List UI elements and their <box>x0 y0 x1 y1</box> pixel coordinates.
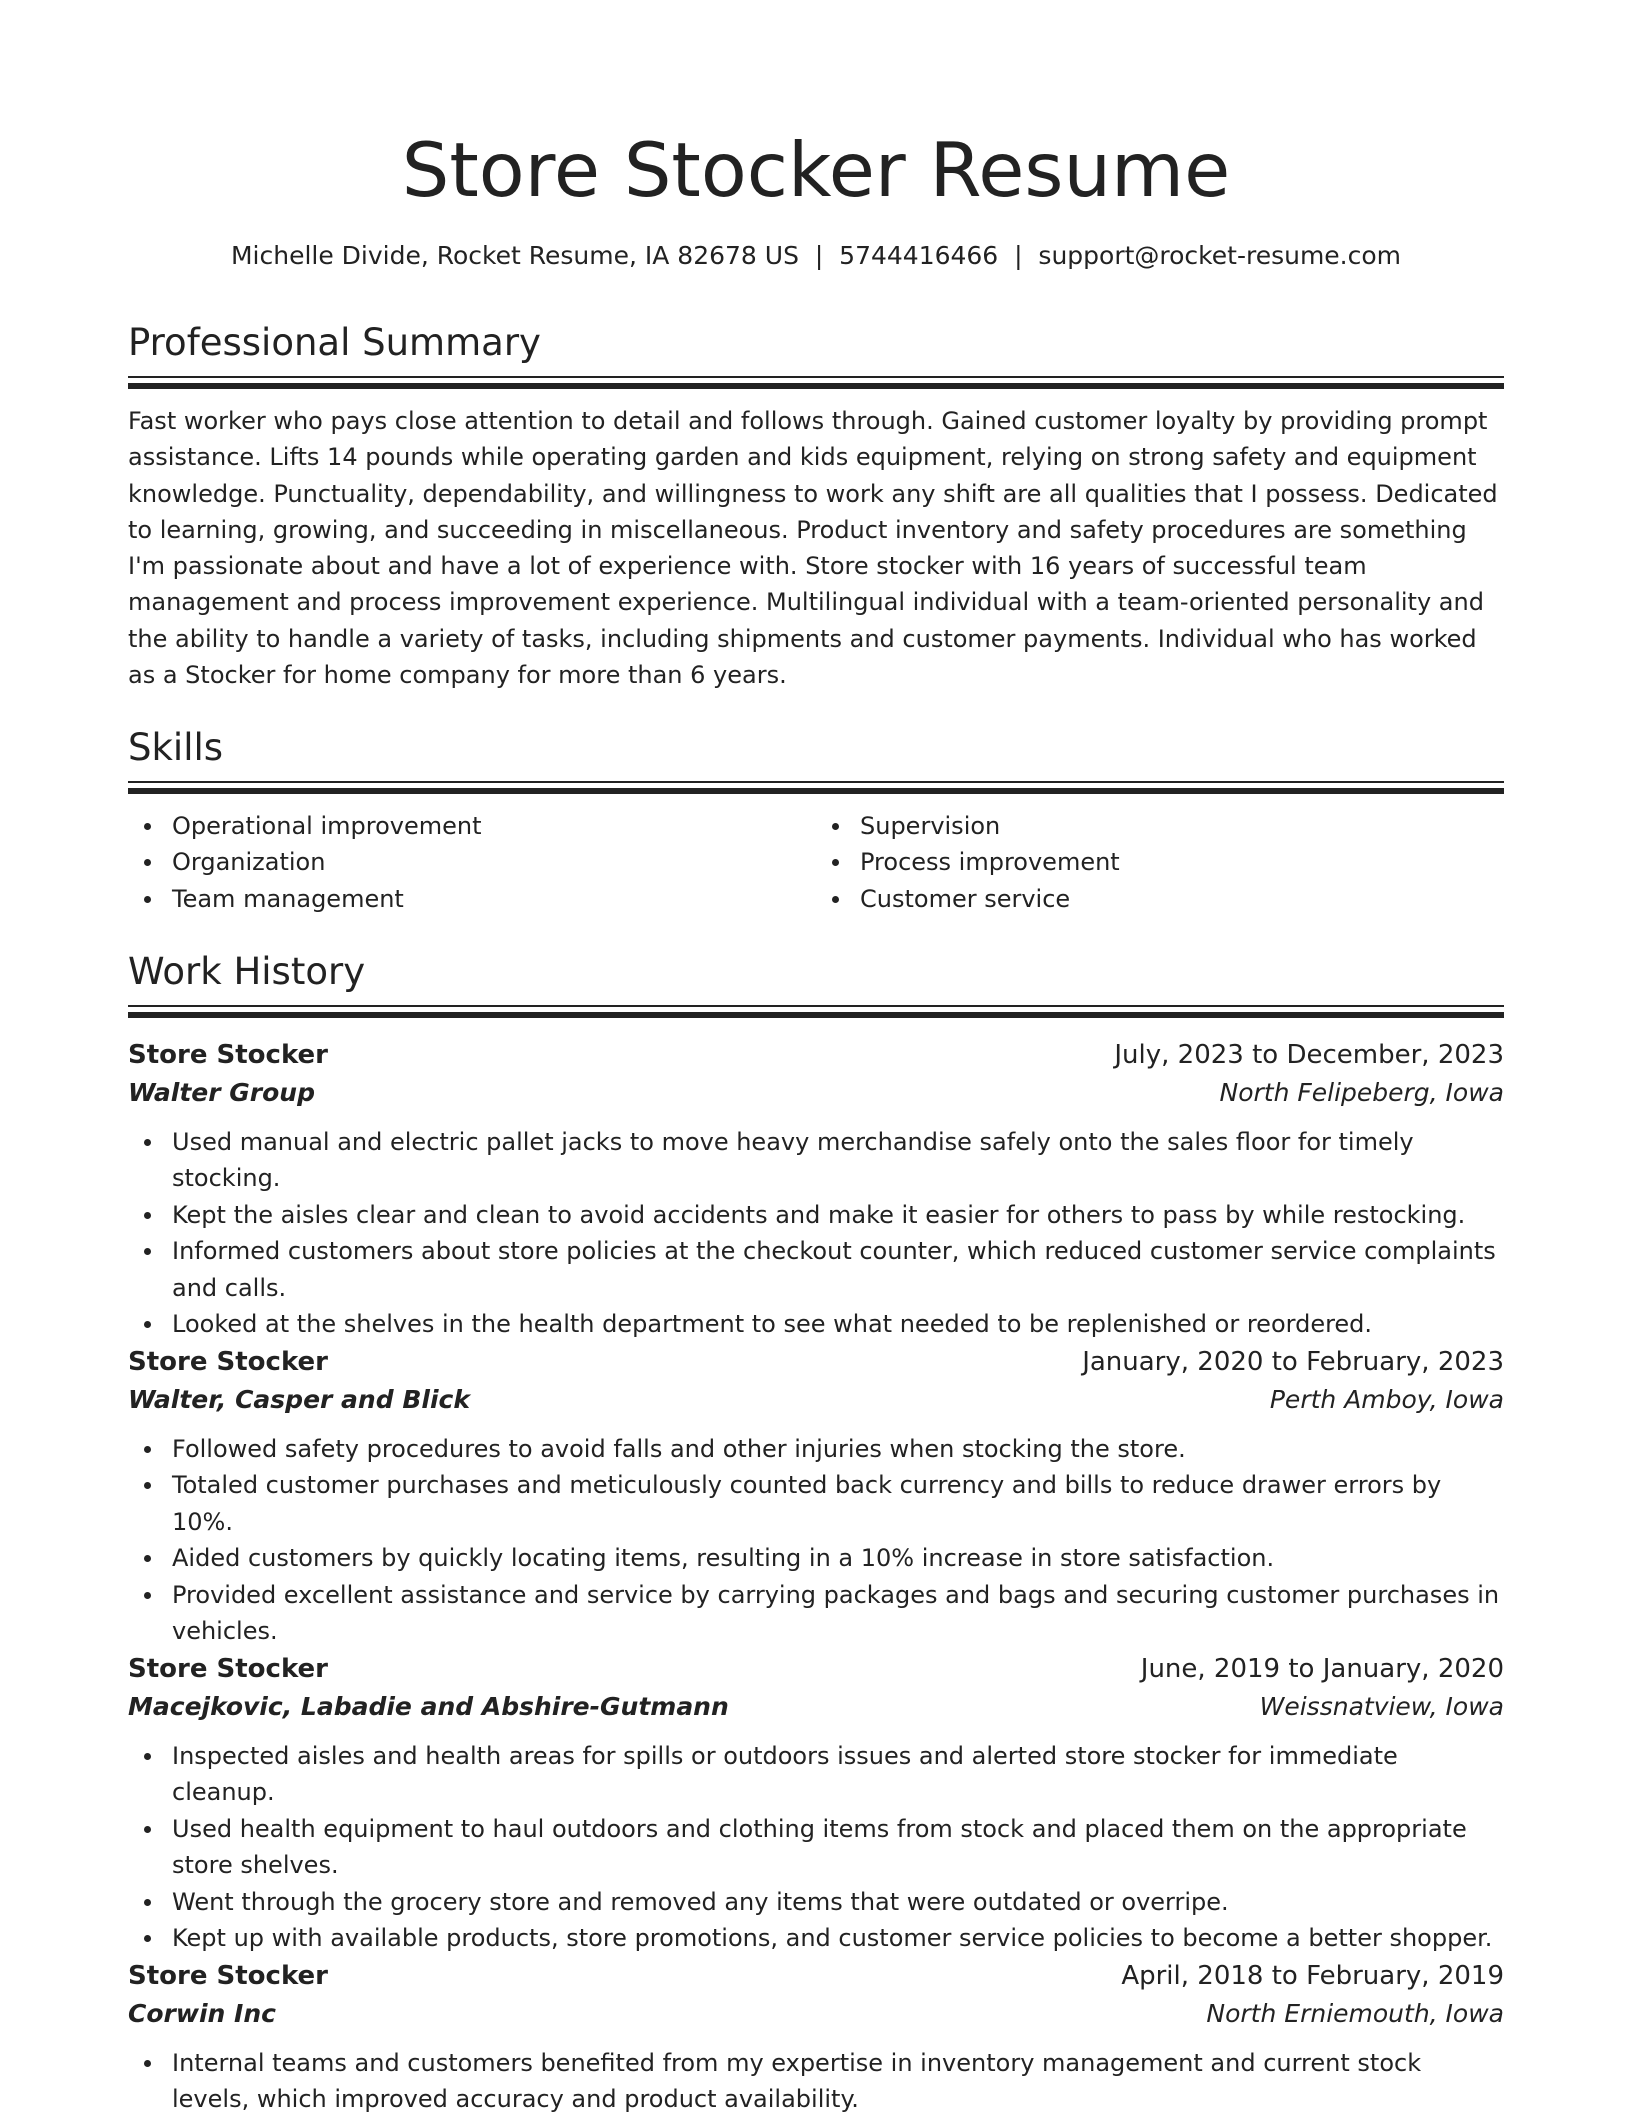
section-heading-summary: Professional Summary <box>128 321 541 364</box>
contact-line: Michelle Divide, Rocket Resume, IA 82678 US | 5744416466 | support@rocket-resume.com <box>230 241 1402 270</box>
job-bullet: Followed safety procedures to avoid falls and other injuries when stocking the store. <box>128 1431 1504 1467</box>
job-bullets <box>128 1738 1504 1956</box>
job-company: Macejkovic, Labadie and Abshire-Gutmann <box>128 1692 729 1721</box>
job-dates: April, 2018 to February, 2019 <box>1121 1961 1504 1991</box>
job-title: Store Stocker <box>128 1961 329 1991</box>
job-title: Store Stocker <box>128 1347 329 1377</box>
job-company: Walter Group <box>128 1078 315 1107</box>
section-divider <box>128 376 1504 389</box>
skills-list <box>128 808 1504 917</box>
job-bullet: Used health equipment to haul outdoors and clothing items from stock and placed them on the appropriate store shelves. <box>128 1811 1504 1884</box>
summary-text: Fast worker who pays close attention to detail and follows through. Gained customer loyalty by providing prompt assistance. Lifts 14 pounds while operating garden and kids equipment, relying on strong safety and equipment knowledge. Punctuality, dependability, and willingness to work any shift are all qualities that I possess. Dedicated to learning, growing, and succeeding in miscellaneous. Product inventory and safety procedures are something I'm passionate about and have a lot of experience with. Store stocker with 16 years of successful team management and process improvement experience. Multilingual individual with a team-oriented personality and the ability to handle a variety of tasks, including shipments and customer payments. Individual who has worked as a Stocker for home company for more than 6 years. <box>128 407 1498 690</box>
job-bullet: Kept up with available products, store promotions, and customer service policies to become a better shopper. <box>128 1920 1504 1956</box>
professional-summary-section <box>128 318 1504 693</box>
job-bullet: Informed customers about store policies at the checkout counter, which reduced customer service complaints and calls. <box>128 1233 1504 1306</box>
skills-column-left <box>128 808 816 917</box>
job-location: Weissnatview, Iowa <box>1259 1692 1504 1721</box>
job-dates: July, 2023 to December, 2023 <box>1114 1040 1504 1070</box>
job-bullet: Aided customers by quickly locating items, resulting in a 10% increase in store satisfaction. <box>128 1540 1504 1576</box>
job-company: Walter, Casper and Blick <box>128 1385 470 1414</box>
skills-column-right <box>816 808 1504 917</box>
job-title: Store Stocker <box>128 1040 329 1070</box>
job-entry <box>128 1036 1504 1342</box>
section-divider <box>128 781 1504 794</box>
job-entry <box>128 1343 1504 1649</box>
job-dates: June, 2019 to January, 2020 <box>1140 1654 1504 1684</box>
job-bullet: Used manual and electric pallet jacks to move heavy merchandise safely onto the sales floor for timely stocking. <box>128 1124 1504 1197</box>
job-bullets <box>128 1431 1504 1649</box>
job-bullet: Totaled customer purchases and meticulously counted back currency and bills to reduce drawer errors by 10%. <box>128 1467 1504 1540</box>
job-bullet: Looked at the shelves in the health department to see what needed to be replenished or reordered. <box>128 1306 1504 1342</box>
job-bullet: Kept the aisles clear and clean to avoid accidents and make it easier for others to pass by while restocking. <box>128 1197 1504 1233</box>
job-company: Corwin Inc <box>128 1999 276 2028</box>
job-bullets <box>128 2045 1504 2112</box>
job-location: North Felipeberg, Iowa <box>1219 1078 1504 1107</box>
work-history-section <box>128 947 1504 1018</box>
section-divider <box>128 1005 1504 1018</box>
skill-item: Process improvement <box>816 844 1504 880</box>
skill-item: Customer service <box>816 881 1504 917</box>
job-bullet: Went through the grocery store and removed any items that were outdated or overripe. <box>128 1884 1504 1920</box>
skill-item: Operational improvement <box>128 808 816 844</box>
job-dates: January, 2020 to February, 2023 <box>1082 1347 1504 1377</box>
skill-item: Supervision <box>816 808 1504 844</box>
job-location: Perth Amboy, Iowa <box>1269 1385 1504 1414</box>
skill-item: Team management <box>128 881 816 917</box>
job-entry <box>128 1650 1504 1956</box>
job-bullet: Internal teams and customers benefited from my expertise in inventory management and current stock levels, which improved accuracy and product availability. <box>128 2045 1504 2112</box>
skill-item: Organization <box>128 844 816 880</box>
job-bullets <box>128 1124 1504 1342</box>
section-heading-skills: Skills <box>128 726 224 769</box>
resume-title: Store Stocker Resume <box>401 126 1231 214</box>
section-heading-work: Work History <box>128 950 366 993</box>
skills-section <box>128 723 1504 917</box>
job-entry <box>128 1957 1504 2112</box>
job-bullet: Provided excellent assistance and service by carrying packages and bags and securing customer purchases in vehicles. <box>128 1577 1504 1650</box>
job-bullet: Inspected aisles and health areas for spills or outdoors issues and alerted store stocker for immediate cleanup. <box>128 1738 1504 1811</box>
job-title: Store Stocker <box>128 1654 329 1684</box>
job-location: North Erniemouth, Iowa <box>1206 1999 1504 2028</box>
